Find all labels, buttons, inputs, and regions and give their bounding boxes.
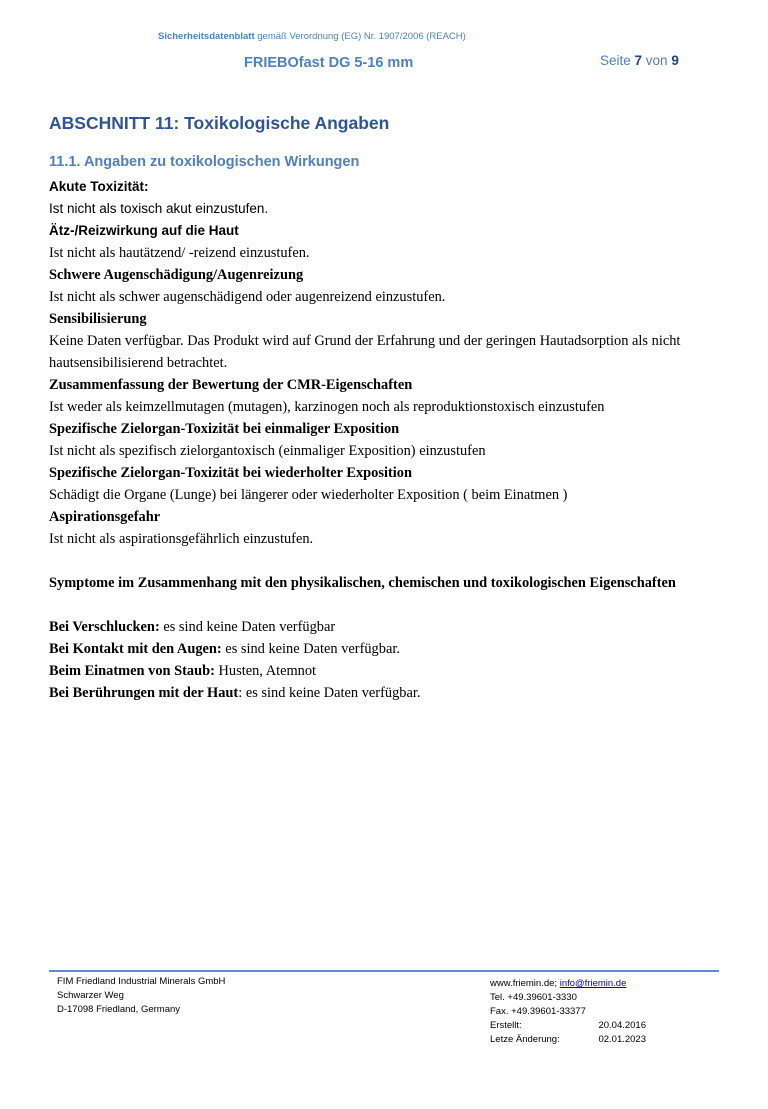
street: Schwarzer Weg <box>57 990 124 1001</box>
symptom-label: Bei Berührungen mit der Haut <box>49 685 239 701</box>
entry-heading: Sensibilisierung <box>49 311 147 327</box>
city: D-17098 Friedland, Germany <box>57 1004 181 1015</box>
entry-heading: Ätz-/Reizwirkung auf die Haut <box>49 223 239 238</box>
symptom-text: es sind keine Daten verfügbar. <box>221 641 400 657</box>
page-prefix: Seite <box>600 53 635 68</box>
created-date: 20.04.2016 <box>598 1020 646 1031</box>
page-current: 7 <box>634 53 643 68</box>
web-line <box>490 977 670 991</box>
entry-text: Keine Daten verfügbar. Das Produkt wird auf Grund der Erfahrung und der geringen Hautadsorption als nicht hautsensibilisierend betrachtet. <box>49 333 681 371</box>
changed-label: Letze Änderung: <box>490 1034 560 1045</box>
section-title: ABSCHNITT 11: Toxikologische Angaben <box>49 113 390 133</box>
symptom-line <box>49 660 719 682</box>
symptom-label: Beim Einatmen von Staub: <box>49 663 215 679</box>
regulation-line <box>158 31 466 42</box>
footer-divider <box>49 970 719 972</box>
symptom-line <box>49 616 719 638</box>
symptom-line <box>49 682 719 704</box>
entry-text: Ist nicht als toxisch akut einzustufen. <box>49 201 269 216</box>
entry-text: Ist nicht als aspirationsgefährlich einzustufen. <box>49 531 314 547</box>
changed-row <box>490 1033 670 1047</box>
entry-heading: Akute Toxizität: <box>49 179 149 194</box>
created-row <box>490 1019 670 1033</box>
phone: Tel. +49.39601-3330 <box>490 992 577 1003</box>
subsection-title: 11.1. Angaben zu toxikologischen Wirkungen <box>49 154 360 170</box>
email-link[interactable]: info@friemin.de <box>559 978 627 989</box>
product-name: FRIEBOfast DG 5-16 mm <box>244 55 414 71</box>
entry-text: Ist nicht als hautätzend/ -reizend einzustufen. <box>49 245 310 261</box>
symptom-text: Husten, Atemnot <box>214 663 317 679</box>
footer-address <box>57 975 225 1017</box>
section-body <box>49 176 719 704</box>
entry-heading: Schwere Augenschädigung/Augenreizung <box>49 267 304 283</box>
company-name: FIM Friedland Industrial Minerals GmbH <box>57 976 226 987</box>
page-total: 9 <box>671 53 679 68</box>
spacer <box>49 594 719 616</box>
symptom-line <box>49 638 719 660</box>
fax: Fax. +49.39601-33377 <box>490 1006 586 1017</box>
entry-text: Ist weder als keimzellmutagen (mutagen), karzinogen noch als reproduktionstoxisch einzustufen <box>49 399 605 415</box>
website: www.friemin.de; <box>490 978 558 989</box>
symptom-text: : es sind keine Daten verfügbar. <box>238 685 421 701</box>
entry-heading: Spezifische Zielorgan-Toxizität bei einmaliger Exposition <box>49 421 400 437</box>
page-number <box>600 53 679 68</box>
entry-heading: Aspirationsgefahr <box>49 509 161 525</box>
symptom-label: Bei Verschlucken: <box>49 619 160 635</box>
created-label: Erstellt: <box>490 1020 522 1031</box>
symptom-label: Bei Kontakt mit den Augen: <box>49 641 222 657</box>
entry-text: Ist nicht als spezifisch zielorgantoxisch (einmaliger Exposition) einzustufen <box>49 443 486 459</box>
symptom-text: es sind keine Daten verfügbar <box>159 619 336 635</box>
entry-heading: Spezifische Zielorgan-Toxizität bei wiederholter Exposition <box>49 465 412 481</box>
regulation-bold: Sicherheitsdatenblatt <box>158 31 255 42</box>
changed-date: 02.01.2023 <box>598 1034 646 1045</box>
regulation-rest: gemäß Verordnung (EG) Nr. 1907/2006 (REACH) <box>254 31 466 42</box>
entry-text: Schädigt die Organe (Lunge) bei längerer oder wiederholter Exposition ( beim Einatmen ) <box>49 487 568 503</box>
symptoms-heading: Symptome im Zusammenhang mit den physikalischen, chemischen und toxikologischen Eigenschaften <box>49 575 676 591</box>
footer-contact <box>490 977 670 1047</box>
spacer <box>49 550 719 572</box>
page-mid: von <box>642 53 672 68</box>
entry-text: Ist nicht als schwer augenschädigend oder augenreizend einzustufen. <box>49 289 446 305</box>
entry-heading: Zusammenfassung der Bewertung der CMR-Eigenschaften <box>49 377 413 393</box>
